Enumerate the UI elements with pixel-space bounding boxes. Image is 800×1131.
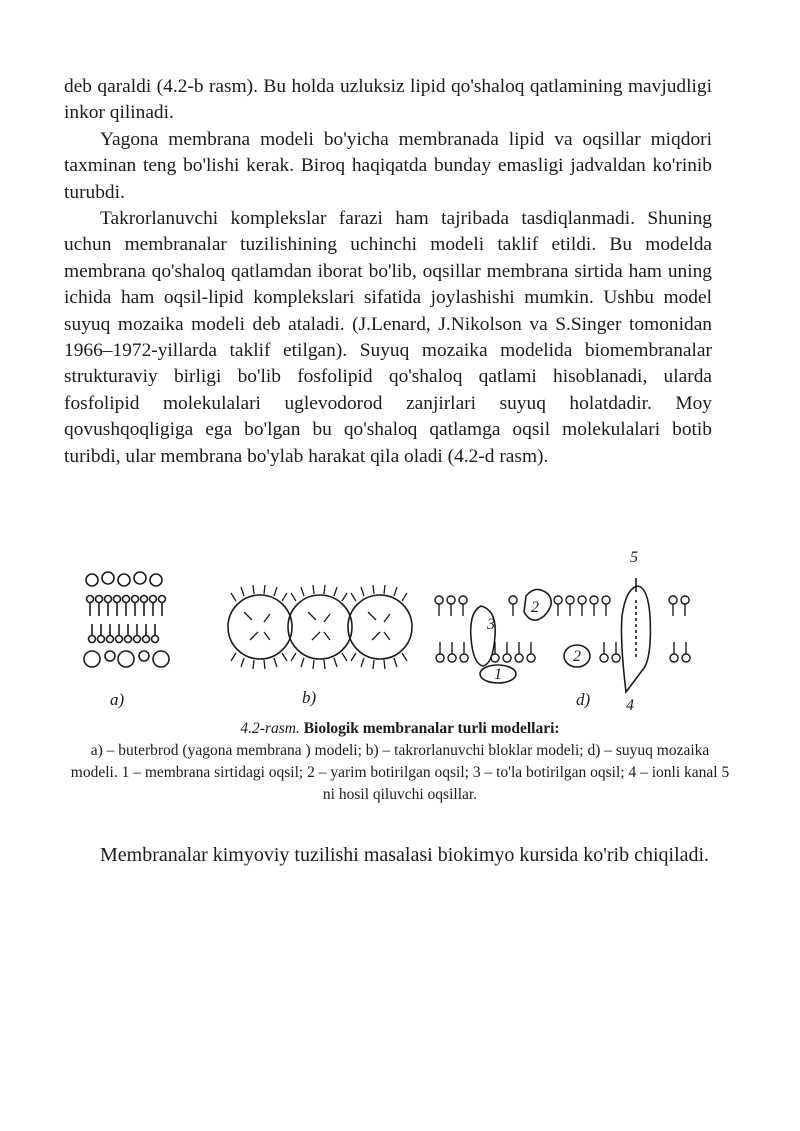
figure-label-a: a)	[110, 690, 125, 709]
membrane-models-figure	[64, 528, 736, 724]
paragraph-single-membrane: Yagona membrana modeli bo'yicha membranada lipid va oqsillar miqdori taxminan teng bo'lishi kerak. Biroq haqiqatda bunday emasligi jadvaldan ko'rinib turubdi.	[64, 128, 712, 203]
final-paragraph: Membranalar kimyoviy tuzilishi masalasi biokimyo kursida ko'rib chiqiladi.	[100, 844, 710, 866]
figure-number-3: 3	[487, 616, 495, 633]
caption-body: a) – buterbrod (yagona membrana ) modeli; b) – takrorlanuvchi bloklar modeli; d) – suyuq mozaika modeli. 1 – membrana sirtidagi oqsil; 2 – yarim botirilgan oqsil; 3 – to'la botirilgan oqsil; 4 – ionli kanal 5 ni hosil qiluvchi oqsillar.	[70, 742, 730, 803]
repeating-blocks-diagram	[228, 585, 412, 669]
caption-number: 4.2-rasm.	[240, 720, 300, 737]
final-paragraph-block	[64, 842, 718, 869]
figure-number-5: 5	[630, 549, 638, 566]
figure-label-d: d)	[576, 690, 591, 709]
figure-label-b: b)	[302, 688, 317, 707]
caption-title: Biologik membranalar turli modellari:	[303, 720, 560, 737]
figure-number-4: 4	[626, 697, 634, 714]
figure-number-2-top: 2	[531, 599, 539, 616]
body-text	[64, 74, 712, 470]
paragraph-fluid-mosaic: Takrorlanuvchi komplekslar farazi ham tajribada tasdiqlanmadi. Shuning uchun membranalar tuzilishining uchinchi modeli taklif etildi. Bu modelda membrana qo'shaloq qatlamdan iborat bo'lib, oqsillar membrana sirtida ham uning ichida ham oqsil-lipid komplekslari sifatida joylashishi mumkin. Ushbu model suyuq mozaika modeli deb ataladi. (J.Lenard, J.Nikolson va S.Singer tomonidan 1966–1972-yillarda taklif etilgan). Suyuq mozaika modelida biomembranalar strukturaviy birligi bo'lib fosfolipid qo'shaloq qatlami hisoblanadi, ularda fosfolipid molekulalari uglevodorod zanjirlari suyuq holatdadir. Moy qovushqoqligiga ega bo'lgan bu qo'shaloq qatlamga oqsil molekulalari botib turibdi, ular membrana bo'ylab harakat qila oladi (4.2-d rasm).	[64, 208, 712, 467]
sandwich-model-diagram	[84, 572, 169, 667]
figure-number-2-bottom: 2	[573, 648, 581, 665]
figure-number-1: 1	[494, 666, 502, 683]
fluid-mosaic-diagram	[435, 578, 690, 692]
paragraph-continuation: deb qaraldi (4.2-b rasm). Bu holda uzluksiz lipid qo'shaloq qatlamining mavjudligi inkor qilinadi.	[64, 76, 712, 124]
figure-caption	[70, 718, 730, 806]
membrane-models-diagram	[64, 528, 736, 724]
